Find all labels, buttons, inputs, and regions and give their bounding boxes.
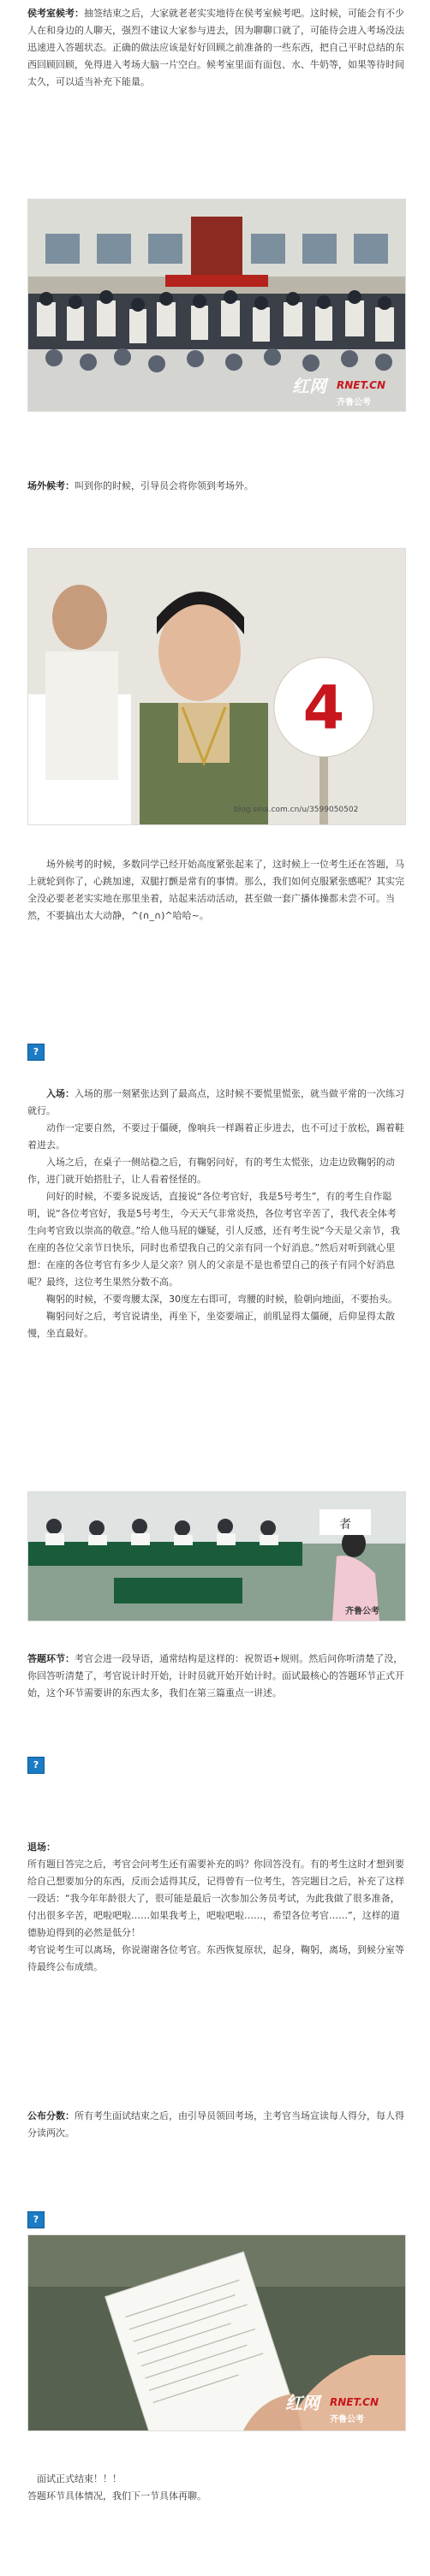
entry-p6: 鞠躬问好之后，考官说请坐，再坐下，坐姿要端正，前肌显得太僵硬，后仰显得太散慢，坐直最好。: [27, 1311, 395, 1339]
answer-section: [27, 1651, 404, 1702]
waiting-text: 抽签结束之后，大家就老老实实地待在侯考室候考吧。这时候，可能会有不少人在和身边的人聊天，强烈不建议大家参与进去，因为聊聊口就了，可能待会进入考场没法迅速进入答题状态。正确的做法应该是好好回顾之前准备的一些东西，把自己平时总结的东西回顾回顾，免得进入考场大脑一片空白。候考室里面有面包、水、牛奶等，如果等待时间太久，可以适当补充下能量。: [27, 8, 404, 87]
guide-heading: 场外候考：: [27, 480, 75, 491]
nervous-section: 场外候考的时候，多数同学已经开始高度紧张起来了，这时候上一位考生还在答题，马上就轮到你了，心跳加速，双腿打颤是常有的事情。那么，我们如何克服紧张感呢？其实完全没必要老老实实地在那里坐着，站起来活动活动，甚至做一套广播体操都未尝不可。当然，不要搞出太大动静，^(∩_∩)^哈哈~。: [27, 859, 404, 921]
exit-heading-line: [27, 1839, 404, 1856]
blog-caption-watermark: blog.sina.com.cn/u/3599050502: [234, 806, 359, 814]
weibo-watermark-3: 齐鲁公考: [330, 2415, 364, 2424]
entry-section: [27, 1086, 404, 1342]
entry-p3: 入场之后，在桌子一侧站稳之后，有鞠躬问好，有的考生太慌张，边走边致鞠躬的动作，进门就开始搭肚子，让人看着怪怪的。: [27, 1157, 395, 1185]
entry-p1-text: 入场的那一刻紧张达到了最高点，这时候不要慌里慌张，就当做平常的一次练习就行。: [27, 1088, 404, 1116]
exit-p2: 考官说考生可以离场，你说谢谢各位考官。东西恢复原状，起身，鞠躬，离场，到候分室等待最终公布成绩。: [27, 1944, 404, 1972]
answer-heading: 答题环节：: [27, 1653, 75, 1664]
guide-illustration: [28, 549, 405, 824]
weibo-watermark-2: 齐鲁公考: [345, 1607, 379, 1616]
entry-p2: 动作一定要自然，不要过于僵硬，像响兵一样踢着正步进去，也不可过于放松，踢着鞋着进去。: [27, 1122, 404, 1151]
entry-p4: 问好的时候，不要多说废话，直接说“各位考官好，我是5号考生”，有的考生自作聪明，说“各位考官好，我是5号考生，今天天气非常炎热，各位考官辛苦了，我代表全体考生向考官致以崇高的敬意。”给人他马屁的嫌疑，引人反感，还有考生说“今天是父亲节，我在座的各位父亲节日快乐，同时也希望我自己的父亲有同一个好消息。”然后对听到就心里想：在座的各位考官有多少人是父亲？别人的父亲是不是也希望自己的孩子有同个好消息呢？最终，这位考生果然分数不高。: [27, 1191, 400, 1288]
hongwang-watermark: 红网: [292, 376, 326, 396]
interview-room-illustration: [28, 1492, 405, 1621]
score-heading: 公布分数：: [27, 2110, 75, 2121]
rnet-watermark: RNET.CN: [337, 379, 386, 391]
interview-room-photo: [27, 1491, 406, 1621]
score-text: 所有考生面试结束之后，由引导员领回考场，主考官当场宣读每人得分，每人得分读两次。: [27, 2110, 404, 2139]
waiting-heading: 侯考室候考：: [27, 8, 84, 19]
broken-image-icon-3: ?: [27, 2211, 45, 2228]
waiting-hall-photo: [27, 199, 406, 412]
waiting-section: [27, 5, 404, 91]
score-sheet-photo: [27, 2234, 406, 2431]
exit-heading: 退场：: [27, 1841, 56, 1853]
broken-image-icon-2: ?: [27, 1757, 45, 1774]
score-section: [27, 2108, 404, 2142]
rnet-watermark-2: RNET.CN: [330, 2396, 379, 2408]
guide-text: 叫到你的时候，引导员会将你领到考场外。: [75, 480, 254, 491]
weibo-watermark: 齐鲁公考: [337, 398, 371, 408]
ending-line-1: 面试正式结束！！！: [37, 2473, 122, 2484]
exit-section: [27, 1839, 404, 1976]
sign-char-illustration: 者: [339, 1518, 351, 1532]
exit-p1: 所有题目答完之后，考官会问考生还有需要补充的吗？你回答没有。有的考生这时才想到要给自己想要加分的东西，反而会适得其反，记得曾有一位考生，答完题目之后，补充了这样一段话：“我今年年龄很大了，很可能是最后一次参加公务员考试，为此我做了很多准备，付出很多辛苦，吧啦吧啦……如果我考上，吧啦吧啦……，希望各位考官……”，这样的道德胁迫得到的必然是低分！: [27, 1859, 404, 1938]
ending-line-2: 答题环节具体情况，我们下一节具体再聊。: [27, 2490, 206, 2502]
guide-photo: [27, 548, 406, 825]
svg-text:4: 4: [302, 673, 345, 743]
entry-p5: 鞠躬的时候，不要弯腰太深，30度左右即可，弯腰的时候，脸朝向地面，不要抬头。: [46, 1294, 397, 1305]
broken-image-icon: ?: [27, 1044, 45, 1061]
entry-p1: [27, 1086, 404, 1120]
guide-section: [27, 478, 404, 495]
hongwang-watermark-2: 红网: [285, 2393, 320, 2413]
answer-text: 考官会进一段导语，通常结构是这样的：祝贺语+规则。然后问你听清楚了没，你回答听清楚了，考官说计时开始，计时员就开始开始计时。面试最核心的答题环节正式开始，这个环节需要讲的东西太多，我们在第三篇重点一讲述。: [27, 1653, 404, 1698]
entry-heading: 入场：: [46, 1088, 75, 1099]
